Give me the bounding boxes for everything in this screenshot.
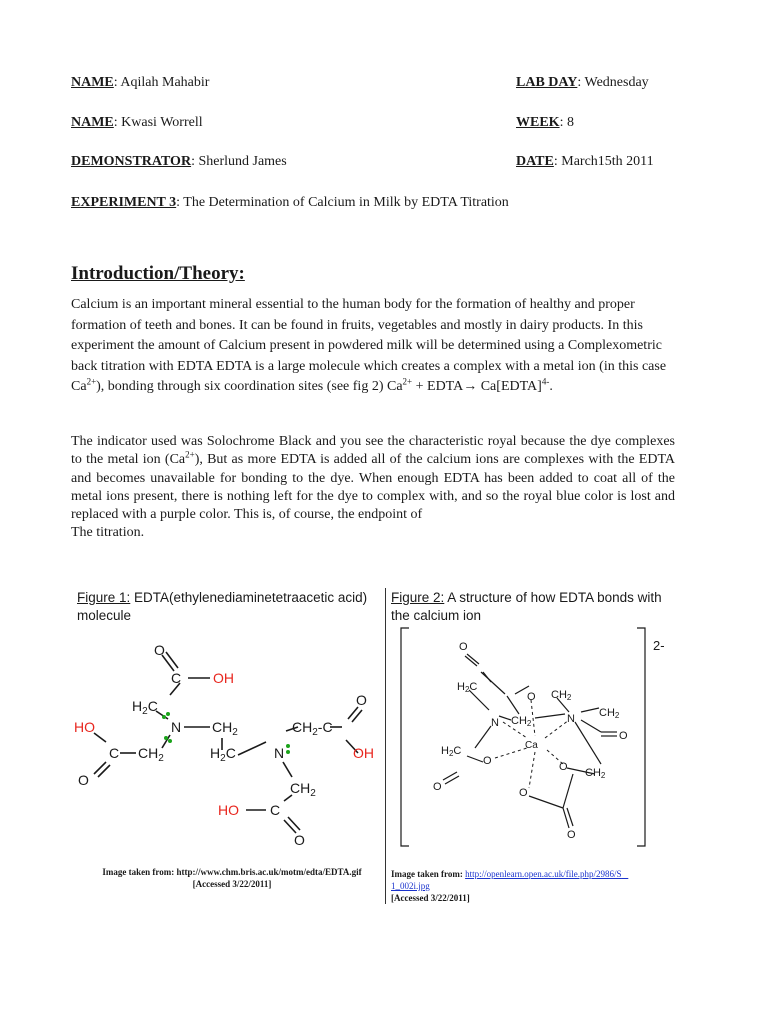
labday-label: LAB DAY bbox=[516, 75, 578, 90]
p1-text-b: ), bonding through six coordination sites (see fig 2) Ca bbox=[96, 379, 403, 394]
figure2-credit-accessed: [Accessed 3/22/2011] bbox=[391, 893, 470, 903]
figure2-credit bbox=[391, 868, 681, 904]
labday-value: : Wednesday bbox=[577, 75, 649, 90]
f2-o-6: O bbox=[559, 761, 568, 773]
ho-bottom: HO bbox=[218, 802, 239, 818]
figure2-credit-prefix: Image taken from: bbox=[391, 869, 466, 879]
ch2-left: $CH_2$ bbox=[138, 745, 164, 764]
figure2-caption bbox=[391, 589, 683, 625]
f2-o-8: O bbox=[567, 829, 576, 841]
name1-field bbox=[71, 74, 209, 92]
p1-sup-2: 2+ bbox=[402, 376, 413, 387]
ch2-ethylene-1: $CH_2$ bbox=[212, 719, 238, 738]
f2-o-7: O bbox=[519, 787, 528, 799]
c-left: C bbox=[109, 745, 120, 761]
o-right: O bbox=[356, 692, 367, 708]
f2-o-2: O bbox=[527, 691, 536, 703]
figure1-credit-accessed: [Accessed 3/22/2011] bbox=[192, 879, 272, 889]
date-value: : March15th 2011 bbox=[553, 154, 654, 169]
left-bracket bbox=[401, 628, 409, 846]
p2-text-c: The titration. bbox=[71, 525, 145, 541]
h2c-ethylene-2: $H_2C$ bbox=[210, 745, 236, 764]
labday-field bbox=[516, 74, 649, 92]
experiment-label: EXPERIMENT 3 bbox=[71, 195, 177, 210]
week-label: WEEK bbox=[516, 115, 560, 130]
f2-ch2-2: CH2 bbox=[511, 715, 532, 728]
name2-label: NAME bbox=[71, 115, 114, 130]
f2-ca: Ca bbox=[525, 740, 538, 751]
experiment-value: : The Determination of Calcium in Milk by EDTA Titration bbox=[176, 195, 509, 210]
intro-paragraph-1 bbox=[71, 295, 669, 398]
f2-h2c-1: H2C bbox=[457, 681, 478, 694]
p1-sup-3: 4- bbox=[541, 376, 550, 387]
n-left: N bbox=[171, 719, 182, 735]
section-heading: Introduction/Theory: bbox=[71, 263, 245, 284]
p1-text-d: . bbox=[549, 379, 553, 394]
f2-o-3: O bbox=[619, 730, 628, 742]
o-bottom: O bbox=[294, 832, 305, 848]
right-bracket bbox=[637, 628, 645, 846]
intro-paragraph-2 bbox=[71, 433, 675, 543]
figure2-caption-label: Figure 2: bbox=[391, 590, 445, 605]
week-field bbox=[516, 114, 574, 132]
ho-left: HO bbox=[74, 719, 95, 735]
figure-divider bbox=[385, 588, 386, 904]
p1-text-c: + EDTA→ Ca[EDTA] bbox=[412, 379, 542, 394]
c-top: C bbox=[171, 670, 182, 686]
f2-ch2-4: CH2 bbox=[585, 767, 606, 780]
demonstrator-value: : Sherlund James bbox=[191, 154, 287, 169]
ch2-bottom: $CH_2$ bbox=[290, 780, 316, 799]
figure1-credit bbox=[82, 866, 382, 890]
p1-text-a: Calcium is an important mineral essential to the human body for the formation of healthy and proper formation of teeth and bones. It can be found in fruits, vegetables and mostly in dairy products. In this experiment the amount of Calcium present in powdered milk will be determined using a Complexometric back titration with EDTA EDTA is a large molecule which creates a complex with a metal ion (in this case Ca bbox=[71, 297, 667, 394]
f2-o-4: O bbox=[483, 755, 492, 767]
c-bottom: C bbox=[270, 802, 281, 818]
demonstrator-label: DEMONSTRATOR bbox=[71, 154, 192, 169]
f2-o-5: O bbox=[433, 781, 442, 793]
p1-sup-1: 2+ bbox=[86, 376, 97, 387]
n-right: N bbox=[274, 745, 285, 761]
date-field bbox=[516, 153, 654, 171]
oh-top: OH bbox=[213, 670, 234, 686]
f2-ch2-3: CH2 bbox=[599, 707, 620, 720]
p2-text-a: The indicator used was Solochrome Black and you see the characteristic royal because the dye complexes to the metal ion (Ca bbox=[71, 434, 675, 468]
oh-right: OH bbox=[353, 745, 374, 761]
p2-text-b: ), But as more EDTA is added all of the calcium ions are complexes with the EDTA and becomes unavailable for bonding to the dye. When enough EDTA has been added to coat all of the metal ions present, there is nothing left for the dye to complex with, and so the royal blue color is lost and replaced with a purple color. This is, of course, the endpoint of bbox=[71, 452, 675, 523]
f2-h2c-2: H2C bbox=[441, 745, 462, 758]
figure2-caption-text: A structure of how EDTA bonds with the calcium ion bbox=[391, 590, 662, 623]
experiment-field bbox=[71, 194, 509, 212]
figure2-credit-link-cont[interactable]: 1_002i.jpg bbox=[391, 881, 430, 891]
f2-ch2-1: CH2 bbox=[551, 689, 572, 702]
figure1-credit-source: Image taken from: http://www.chm.bris.ac.uk/motm/edta/EDTA.gif bbox=[102, 867, 362, 877]
name2-field bbox=[71, 114, 203, 132]
figure1-caption bbox=[77, 589, 382, 625]
f2-o-1: O bbox=[459, 641, 468, 653]
demonstrator-field bbox=[71, 153, 287, 171]
o-top: O bbox=[154, 642, 165, 658]
ca-edta-complex-diagram bbox=[395, 624, 685, 849]
h2c-top: $H_2C$ bbox=[132, 698, 158, 717]
complex-charge: 2- bbox=[653, 638, 665, 653]
date-label: DATE bbox=[516, 154, 554, 169]
o-left: O bbox=[78, 772, 89, 788]
week-value: : 8 bbox=[559, 115, 574, 130]
f2-n-right: N bbox=[567, 713, 575, 725]
figure2-credit-link[interactable]: http://openlearn.open.ac.uk/file.php/2986/S bbox=[465, 869, 622, 879]
name1-value: : Aqilah Mahabir bbox=[113, 75, 210, 90]
figure1-caption-text: EDTA(ethylenediaminetetraacetic acid) molecule bbox=[77, 590, 368, 623]
f2-n-left: N bbox=[491, 717, 499, 729]
ch2-right: $CH_2-C$ bbox=[292, 719, 333, 738]
edta-molecule-diagram bbox=[70, 635, 385, 850]
name2-value: : Kwasi Worrell bbox=[113, 115, 203, 130]
name1-label: NAME bbox=[71, 75, 114, 90]
p2-sup: 2+ bbox=[185, 449, 195, 460]
figure1-caption-label: Figure 1: bbox=[77, 590, 131, 605]
